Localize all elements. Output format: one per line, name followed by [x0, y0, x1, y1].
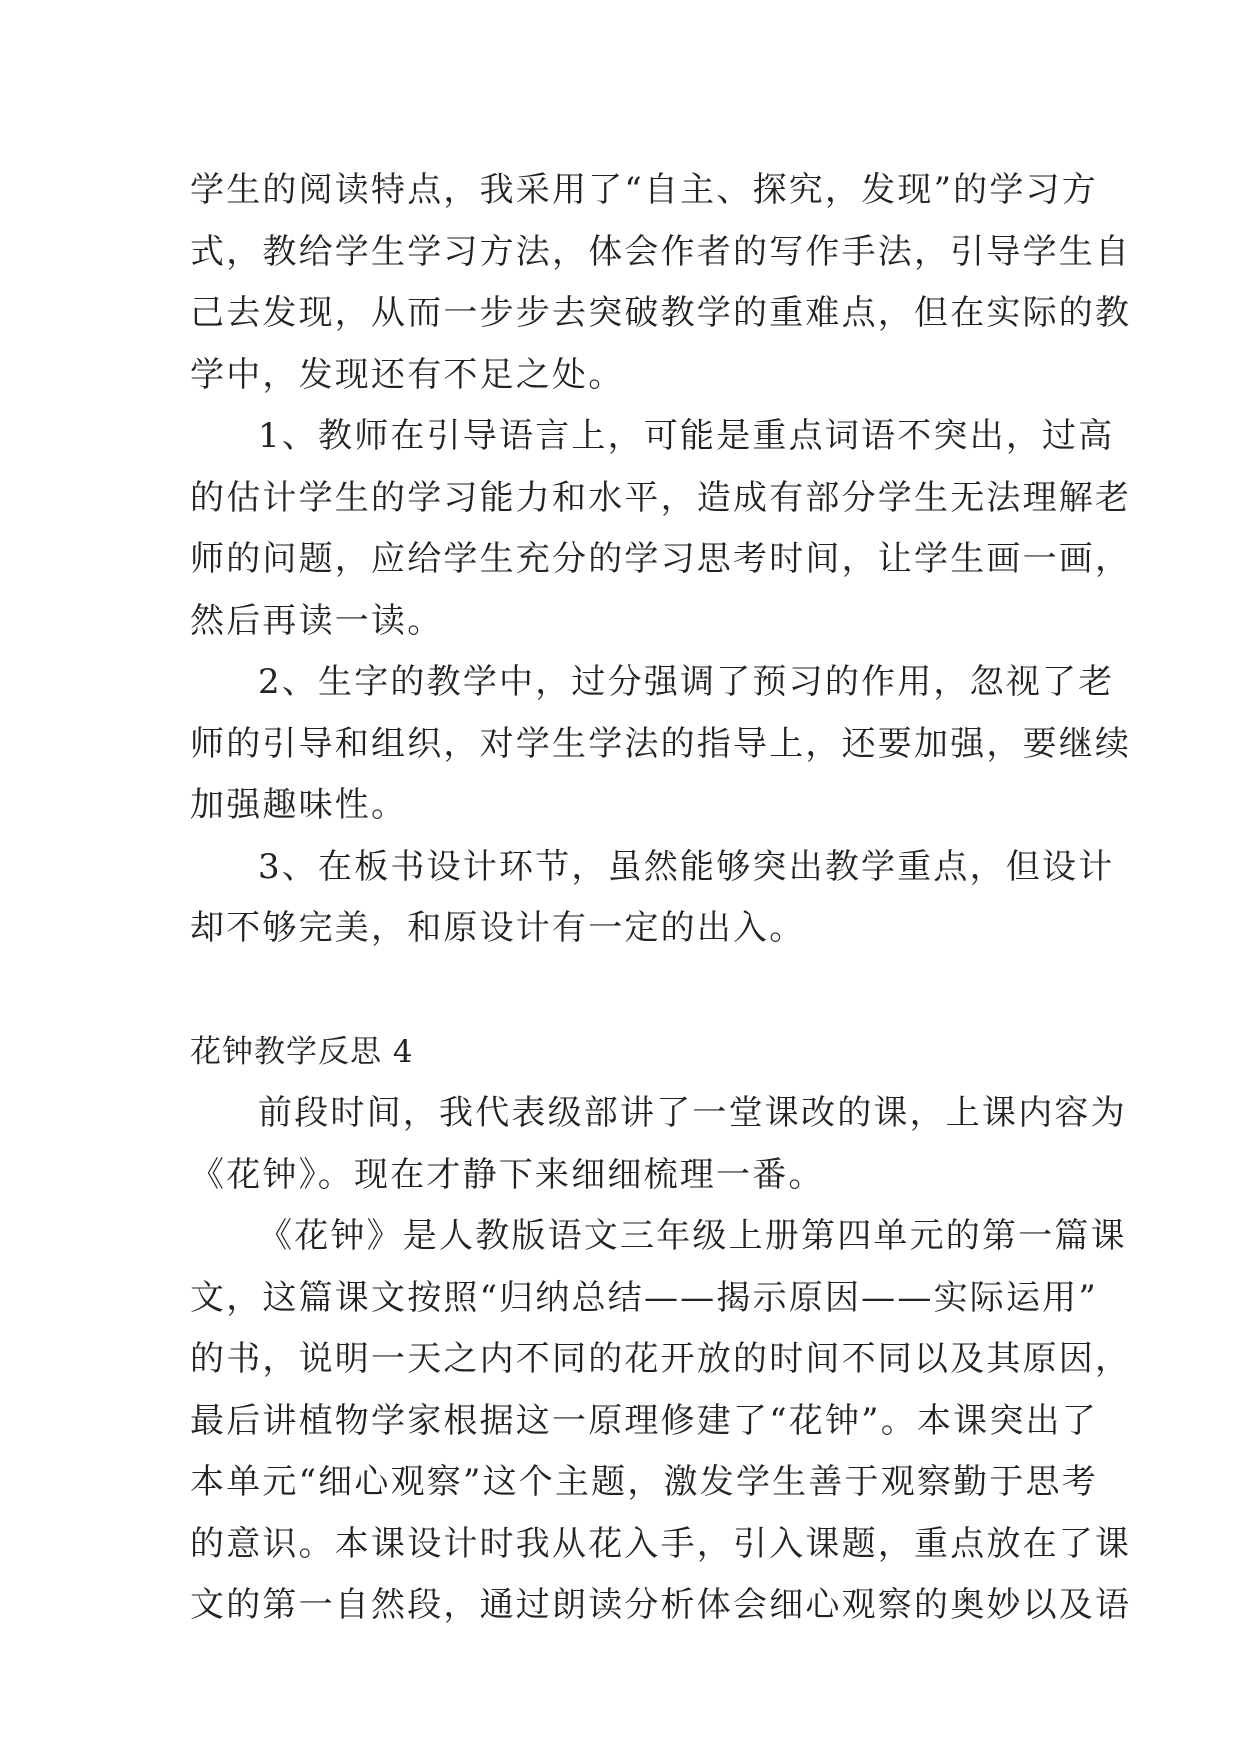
text-line: 然后再读一读。 — [190, 600, 444, 641]
text-line: 最后讲植物学家根据这一原理修建了“花钟”。本课突出了 — [190, 1400, 1098, 1441]
paragraph-point-3 — [190, 837, 1115, 960]
text-line: 的估计学生的学习能力和水平，造成有部分学生无法理解老 — [190, 477, 1132, 518]
text-line: 学中，发现还有不足之处。 — [190, 354, 625, 395]
text-line: 《花钟》是人教版语文三年级上册第四单元的第一篇课 — [258, 1216, 1127, 1256]
text-line: 式，教给学生学习方法，体会作者的写作手法，引导学生自 — [190, 231, 1132, 272]
text-line: 1、教师在引导语言上，可能是重点词语不突出，过高 — [258, 416, 1115, 456]
document-body — [190, 160, 1132, 1637]
text-line: 文，这篇课文按照“归纳总结——揭示原因——实际运用” — [190, 1277, 1098, 1318]
text-line: 文的第一自然段，通过朗读分析体会细心观察的奥妙以及语 — [190, 1585, 1132, 1625]
text-line: 3、在板书设计环节，虽然能够突出教学重点，但设计 — [258, 846, 1115, 887]
paragraph-point-1 — [190, 406, 1132, 652]
text-line: 己去发现，从而一步步去突破教学的重难点，但在实际的教 — [190, 293, 1132, 333]
text-line: 《花钟》。现在才静下来细细梳理一番。 — [190, 1154, 825, 1195]
text-line: 却不够完美，和原设计有一定的出入。 — [190, 908, 806, 948]
text-line: 加强趣味性。 — [190, 785, 408, 825]
text-line: 学生的阅读特点，我采用了“自主、探究，发现”的学习方 — [190, 170, 1098, 210]
text-line: 的书，说明一天之内不同的花开放的时间不同以及其原因， — [190, 1339, 1132, 1379]
paragraph-lesson-intro — [190, 1083, 1127, 1206]
section-gap — [190, 960, 1050, 1022]
text-line: 2、生字的教学中，过分强调了预习的作用，忽视了老 — [258, 662, 1115, 702]
text-line: 前段时间，我代表级部讲了一堂课改的课，上课内容为 — [258, 1093, 1127, 1133]
paragraph-lesson-analysis — [190, 1206, 1132, 1637]
text-line: 本单元“细心观察”这个主题，激发学生善于观察勤于思考 — [190, 1462, 1098, 1502]
text-line: 的意识。本课设计时我从花入手，引入课题，重点放在了课 — [190, 1523, 1132, 1564]
paragraph-point-2 — [190, 652, 1132, 837]
section-title: 花钟教学反思 4 — [190, 1033, 414, 1070]
text-line: 师的引导和组织，对学生学法的指导上，还要加强，要继续 — [190, 723, 1132, 764]
paragraph-reading-approach — [190, 160, 1132, 406]
text-line: 师的问题，应给学生充分的学习思考时间，让学生画一画， — [190, 539, 1132, 579]
